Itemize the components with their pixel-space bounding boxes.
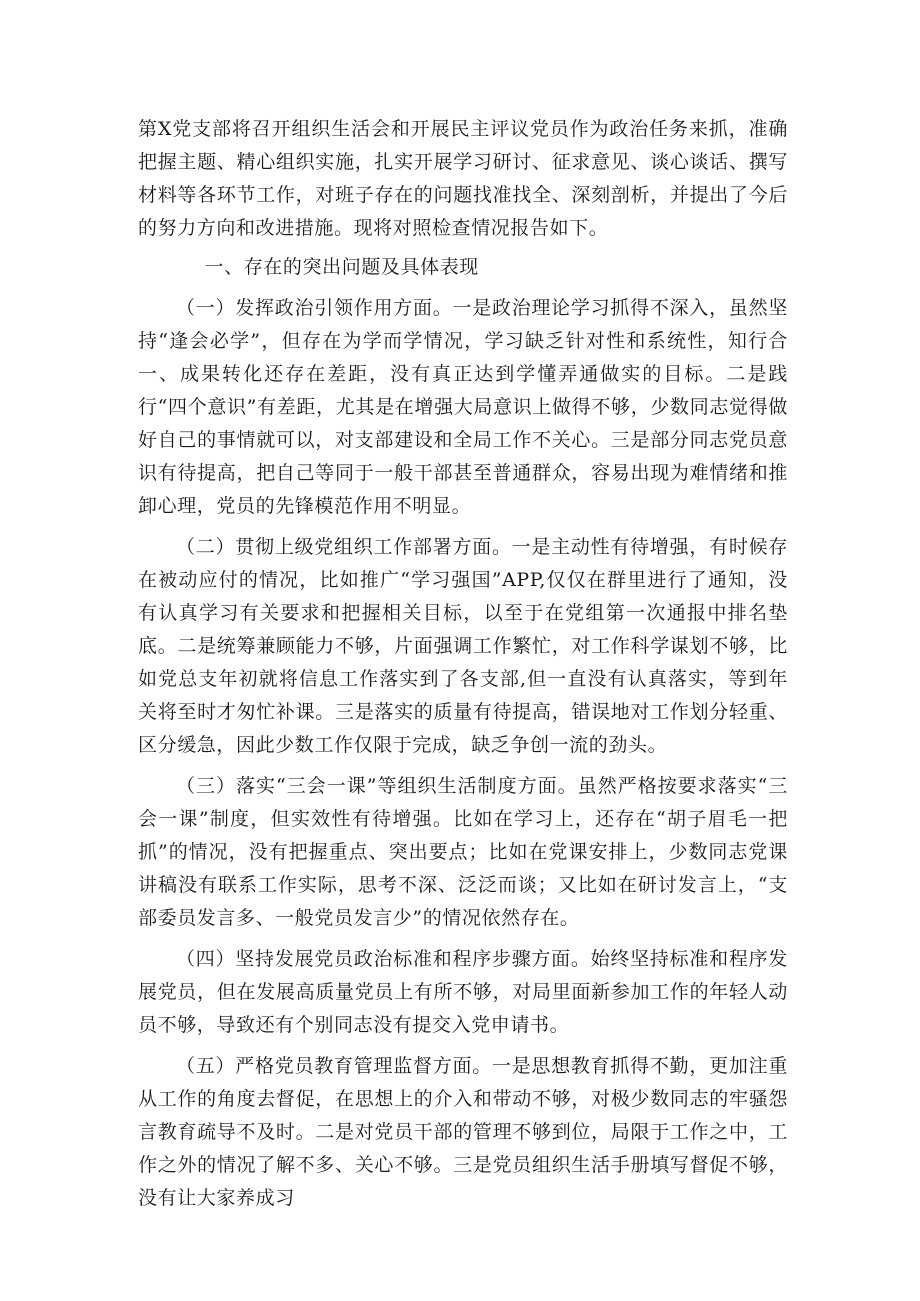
paragraph-political-guidance: （一）发挥政治引领作用方面。一是政治理论学习抓得不深入，虽然坚持“逢会必学”，但存在为学而学情况，学习缺乏针对性和系统性，知行合一、成果转化还存在差距，没有真正达到学懂弄通做实的目标。二是践行“四个意识”有差距，尤其是在增强大局意识上做得不够，少数同志觉得做好自己的事情就可以，对支部建设和全局工作不关心。三是部分同志党员意识有待提高，把自己等同于一般干部甚至普通群众，容易出现为难情绪和推卸心理，党员的先锋模范作用不明显。 bbox=[138, 297, 788, 517]
document-body bbox=[138, 113, 788, 1215]
paragraph-implement-deployment: （二）贯彻上级党组织工作部署方面。一是主动性有待增强，有时候存在被动应付的情况，比如推广“学习强国”APP,仅仅在群里进行了通知，没有认真学习有关要求和把握相关目标，以至于在党组第一次通报中排名垫底。二是统筹兼顾能力不够，片面强调工作繁忙，对工作科学谋划不够，比如党总支年初就将信息工作落实到了各支部,但一直没有认真落实，等到年关将至时才匆忙补课。三是落实的质量有待提高，错误地对工作划分轻重、区分缓急，因此少数工作仅限于完成，缺乏争创一流的劲头。 bbox=[138, 536, 788, 756]
paragraph-member-education: （五）严格党员教育管理监督方面。一是思想教育抓得不勤，更加注重从工作的角度去督促，在思想上的介入和带动不够，对极少数同志的牢骚怨言教育疏导不及时。二是对党员干部的管理不够到位，局限于工作之中，工作之外的情况了解不多、关心不够。三是党员组织生活手册填写督促不够，没有让大家养成习 bbox=[138, 1055, 788, 1209]
paragraph-member-development: （四）坚持发展党员政治标准和程序步骤方面。始终坚持标准和程序发展党员，但在发展高质量党员上有所不够，对局里面新参加工作的年轻人动员不够，导致还有个别同志没有提交入党申请书。 bbox=[138, 948, 788, 1036]
paragraph-organizational-life: （三）落实“三会一课”等组织生活制度方面。虽然严格按要求落实“三会一课”制度，但实效性有待增强。比如在学习上，还存在“胡子眉毛一把抓”的情况，没有把握重点、突出要点；比如在党课安排上，少数同志党课讲稿没有联系工作实际，思考不深、泛泛而谈；又比如在研讨发言上，“支部委员发言多、一般党员发言少”的情况依然存在。 bbox=[138, 775, 788, 929]
intro-paragraph: 第X党支部将召开组织生活会和开展民主评议党员作为政治任务来抓，准确把握主题、精心组织实施，扎实开展学习研讨、征求意见、谈心谈话、撰写材料等各环节工作，对班子存在的问题找准找全、深刻剖析，并提出了今后的努力方向和改进措施。现将对照检查情况报告如下。 bbox=[138, 118, 788, 239]
section-heading: 一、存在的突出问题及具体表现 bbox=[204, 256, 479, 278]
